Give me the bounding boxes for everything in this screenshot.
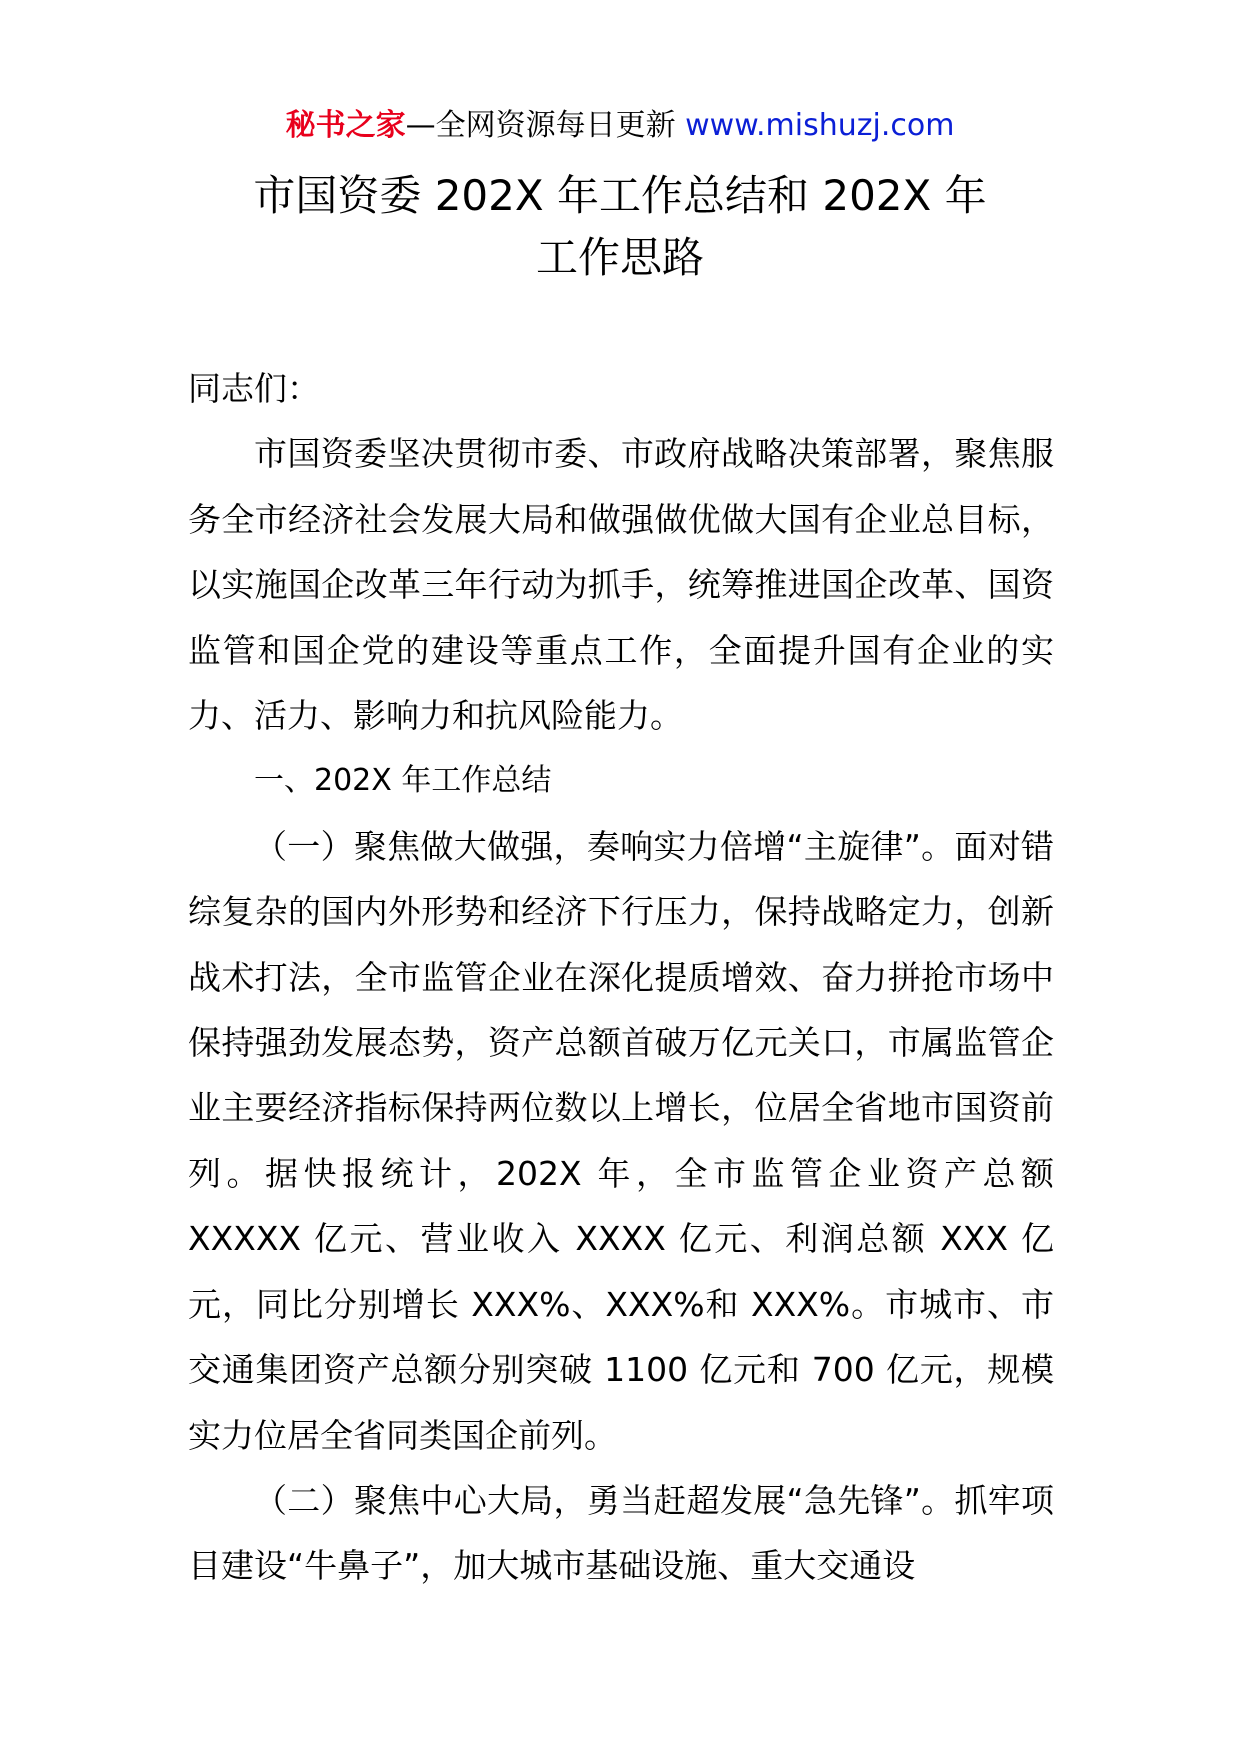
brand-name: 秘书之家	[285, 108, 406, 143]
intro-paragraph: 市国资委坚决贯彻市委、市政府战略决策部署，聚焦服务全市经济社会发展大局和做强做优做大国有企业总目标，以实施国企改革三年行动为抓手，统筹推进国企改革、国资监管和国企党的建设等重点工作，全面提升国有企业的实力、活力、影响力和抗风险能力。	[188, 434, 1054, 736]
header-tagline: —全网资源每日更新	[405, 108, 686, 143]
document-body	[188, 356, 1054, 1599]
section-heading: 一、202X 年工作总结	[254, 763, 552, 799]
paragraph-2: （二）聚焦中心大局，勇当赶超发展“急先锋”。抓牢项目建设“牛鼻子”，加大城市基础设施、重大交通设	[188, 1480, 1054, 1586]
document-title	[0, 165, 1240, 289]
paragraph-1: （一）聚焦做大做强，奏响实力倍增“主旋律”。面对错综复杂的国内外形势和经济下行压力，保持战略定力，创新战术打法，全市监管企业在深化提质增效、奋力拼抢市场中保持强劲发展态势，资产总额首破万亿元关口，市属监管企业主要经济指标保持两位数以上增长，位居全省地市国资前列。据快报统计，202X 年，全市监管企业资产总额 XXXXX 亿元、营业收入 XXXX 亿元、利润总额 XXX 亿元，同比分别增长 XXX%、XXX%和 XXX%。市城市、市交通集团资产总额分别突破 1100 亿元和 700 亿元，规模实力位居全省同类国企前列。	[188, 826, 1054, 1455]
title-line-2: 工作思路	[535, 233, 704, 282]
site-url-link[interactable]: www.mishuzj.com	[685, 108, 955, 143]
site-header	[0, 104, 1240, 148]
salutation: 同志们：	[188, 369, 320, 408]
title-line-1: 市国资委 202X 年工作总结和 202X 年	[253, 171, 987, 220]
